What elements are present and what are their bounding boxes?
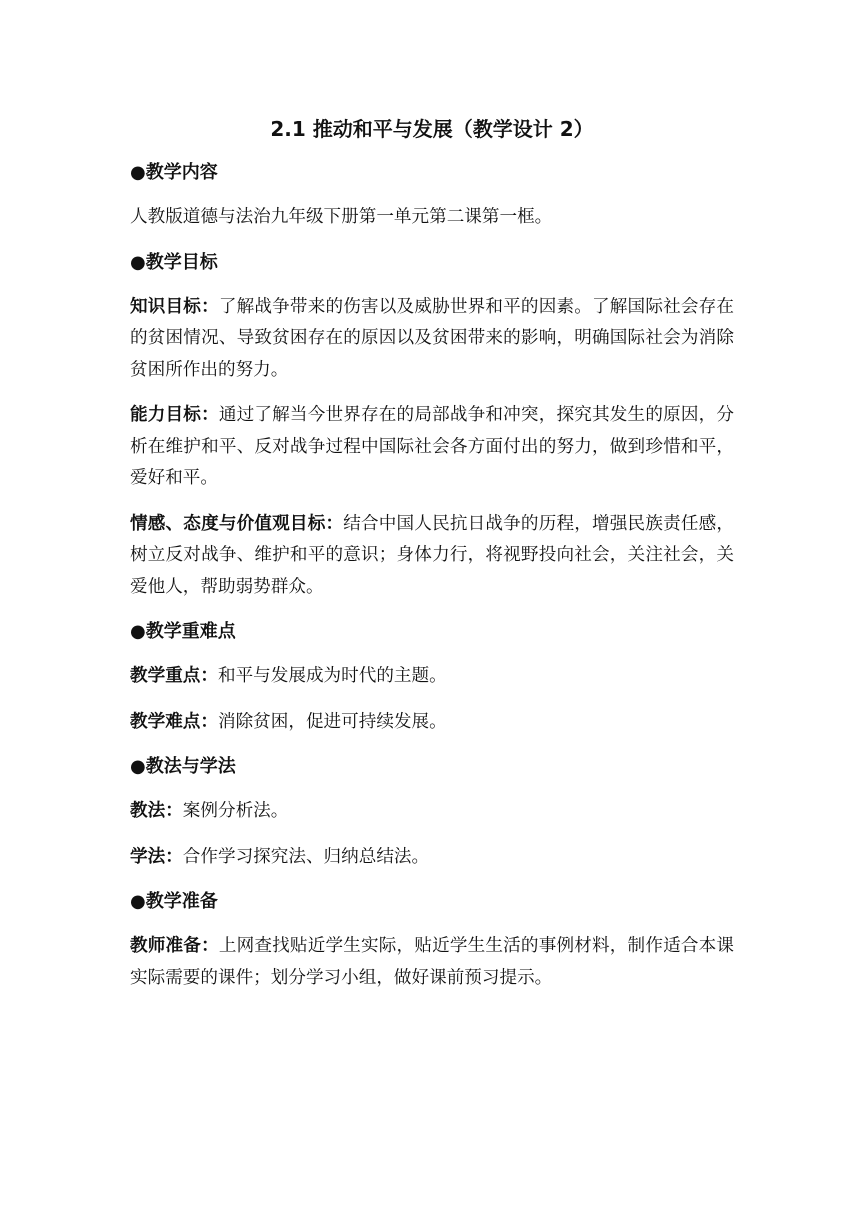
section-heading-methods: ●教法与学法: [130, 756, 236, 777]
teaching-method-label: 教法：: [130, 801, 183, 821]
emotion-objective-paragraph: [130, 509, 734, 604]
teaching-difficulty-text: 消除贫困，促进可持续发展。: [217, 711, 447, 732]
knowledge-objective-text: 了解战争带来的伤害以及威胁世界和平的因素。了解国际社会存在的贫困情况、导致贫困存在的原因以及贫困带来的影响，明确国际社会为消除贫困所作出的努力。: [130, 296, 734, 380]
learning-method-label: 学法：: [130, 846, 183, 867]
document-body: [130, 112, 734, 1008]
teacher-preparation-paragraph: [130, 931, 734, 994]
ability-objective-label: 能力目标：: [130, 405, 219, 425]
teaching-method-text: 案例分析法。: [182, 801, 289, 821]
teaching-difficulty-paragraph: [130, 707, 734, 739]
content-text: 人教版道德与法治九年级下册第一单元第二课第一框。: [130, 207, 553, 227]
emotion-objective-label: 情感、态度与价值观目标：: [130, 513, 344, 534]
teaching-focus-paragraph: [130, 661, 734, 693]
section-heading-preparation: ●教学准备: [130, 891, 218, 912]
section-heading-objectives: ●教学目标: [130, 251, 218, 273]
ability-objective-text: 通过了解当今世界存在的局部战争和冲突，探究其发生的原因，分析在维护和平、反对战争过程中国际社会各方面付出的努力，做到珍惜和平，爱好和平。: [130, 405, 734, 488]
section-heading-content: ●教学内容: [130, 162, 218, 183]
knowledge-objective-paragraph: [130, 292, 734, 387]
document-title: 2.1 推动和平与发展（教学设计 2）: [270, 117, 594, 141]
learning-method-paragraph: [130, 842, 734, 874]
teacher-preparation-label: 教师准备：: [130, 936, 219, 956]
teaching-difficulty-label: 教学难点：: [130, 711, 218, 732]
knowledge-objective-label: 知识目标：: [130, 296, 219, 317]
content-paragraph: [130, 202, 734, 234]
teaching-focus-label: 教学重点：: [130, 666, 218, 686]
ability-objective-paragraph: [130, 400, 734, 495]
emotion-objective-text: 结合中国人民抗日战争的历程，增强民族责任感，树立反对战争、维护和平的意识；身体力行，将视野投向社会，关注社会，关爱他人，帮助弱势群众。: [130, 513, 734, 597]
teacher-preparation-text: 上网查找贴近学生实际，贴近学生生活的事例材料，制作适合本课实际需要的课件；划分学习小组，做好课前预习提示。: [130, 936, 734, 988]
teaching-focus-text: 和平与发展成为时代的主题。: [217, 666, 447, 686]
teaching-method-paragraph: [130, 796, 734, 828]
section-heading-key-points: ●教学重难点: [130, 621, 236, 642]
learning-method-text: 合作学习探究法、归纳总结法。: [182, 846, 430, 867]
